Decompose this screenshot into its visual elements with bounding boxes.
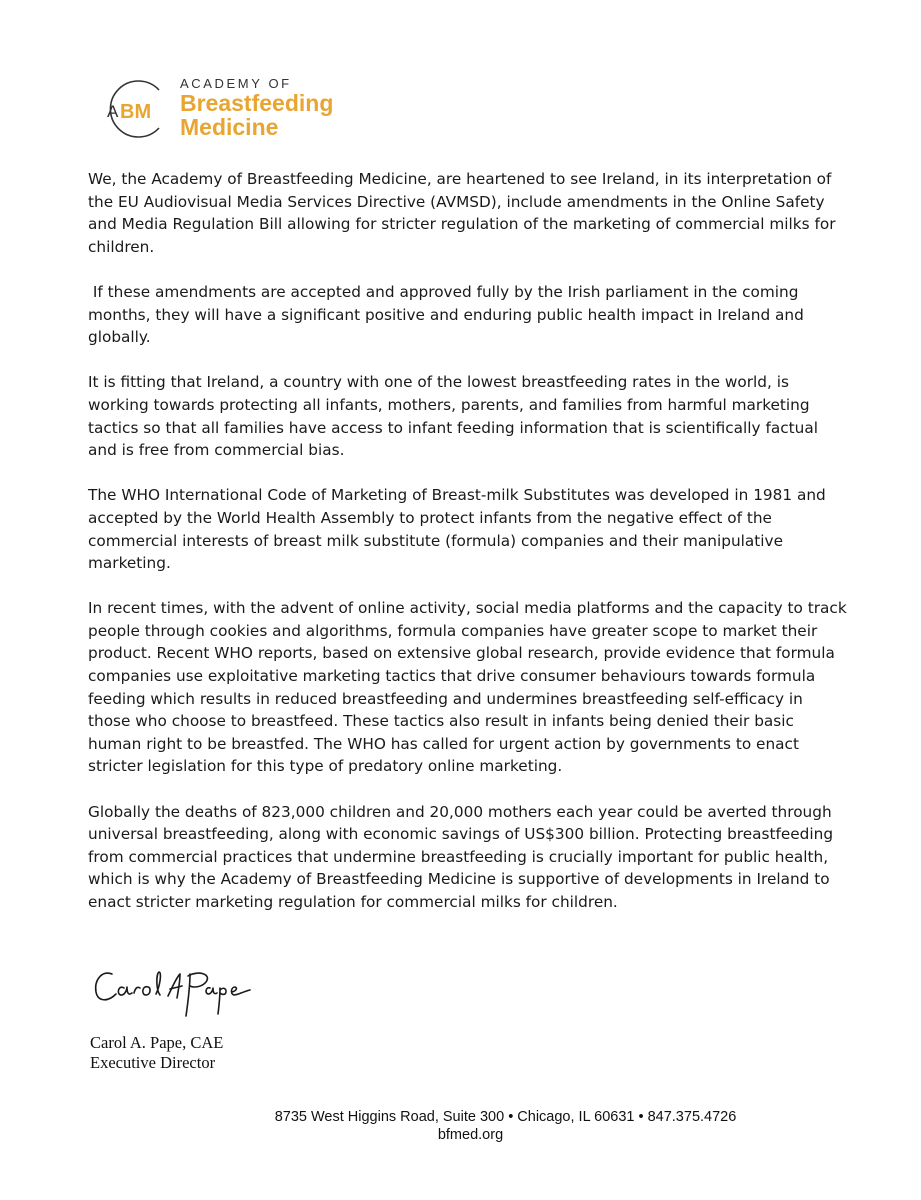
abm-logo xyxy=(103,70,363,146)
svg-text:A: A xyxy=(107,102,119,121)
paragraph-1: We, the Academy of Breastfeeding Medicine, are heartened to see Ireland, in its interpretation of the EU Audiovisual Media Services Directive (AVMSD), include amendments in the Online Safety and Media Regulation Bill allowing for stricter regulation of the marketing of commercial milks for children. xyxy=(88,170,836,256)
letter-body xyxy=(88,168,850,936)
footer-address: 8735 West Higgins Road, Suite 300 • Chicago, IL 60631 • 847.375.4726 xyxy=(274,1109,737,1125)
abm-logo-mark-icon xyxy=(103,76,169,142)
handwritten-signature xyxy=(90,962,260,1030)
footer-website: bfmed.org xyxy=(437,1127,504,1143)
paragraph-5: In recent times, with the advent of online activity, social media platforms and the capacity to track people through cookies and algorithms, formula companies have greater scope to market their product. Recent WHO reports, based on extensive global research, provide evidence that formula companies use exploitative marketing tactics that drive consumer behaviours towards formula feeding which results in reduced breastfeeding and undermines breastfeeding self-efficacy in those who choose to breastfeed. These tactics also result in infants being denied their basic human right to be breastfed. The WHO has called for urgent action by governments to enact stricter legislation for this type of predatory online marketing. xyxy=(88,599,847,776)
logo-org-line3: Medicine xyxy=(180,114,279,140)
signer-title: Executive Director xyxy=(90,1053,216,1072)
signer-block xyxy=(90,1033,223,1073)
paragraph-6: Globally the deaths of 823,000 children and 20,000 mothers each year could be averted through universal breastfeeding, along with economic savings of US$300 billion. Protecting breastfeeding from commercial practices that undermine breastfeeding is crucially important for public health, which is why the Academy of Breastfeeding Medicine is supportive of developments in Ireland to enact stricter marketing regulation for commercial milks for children. xyxy=(88,802,834,911)
logo-org-line2: Breastfeeding xyxy=(180,90,334,116)
paragraph-2: If these amendments are accepted and approved fully by the Irish parliament in the coming months, they will have a significant positive and enduring public health impact in Ireland and globally. xyxy=(88,282,809,347)
paragraph-4: The WHO International Code of Marketing of Breast-milk Substitutes was developed in 1981 and accepted by the World Health Assembly to protect infants from the negative effect of the commercial interests of breast milk substitute (formula) companies and their manipulative marketing. xyxy=(88,486,826,573)
svg-text:BM: BM xyxy=(120,101,152,123)
logo-org-line1: ACADEMY OF xyxy=(180,76,292,91)
paragraph-3: It is fitting that Ireland, a country with one of the lowest breastfeeding rates in the world, is working towards protecting all infants, mothers, parents, and families from harmful marketing tactics so that all families have access to infant feeding information that is scientifically factual and is free from commercial bias. xyxy=(88,373,818,460)
signer-name: Carol A. Pape, CAE xyxy=(90,1033,224,1052)
logo-wordmark xyxy=(180,70,333,139)
letterhead-footer xyxy=(0,1108,921,1144)
